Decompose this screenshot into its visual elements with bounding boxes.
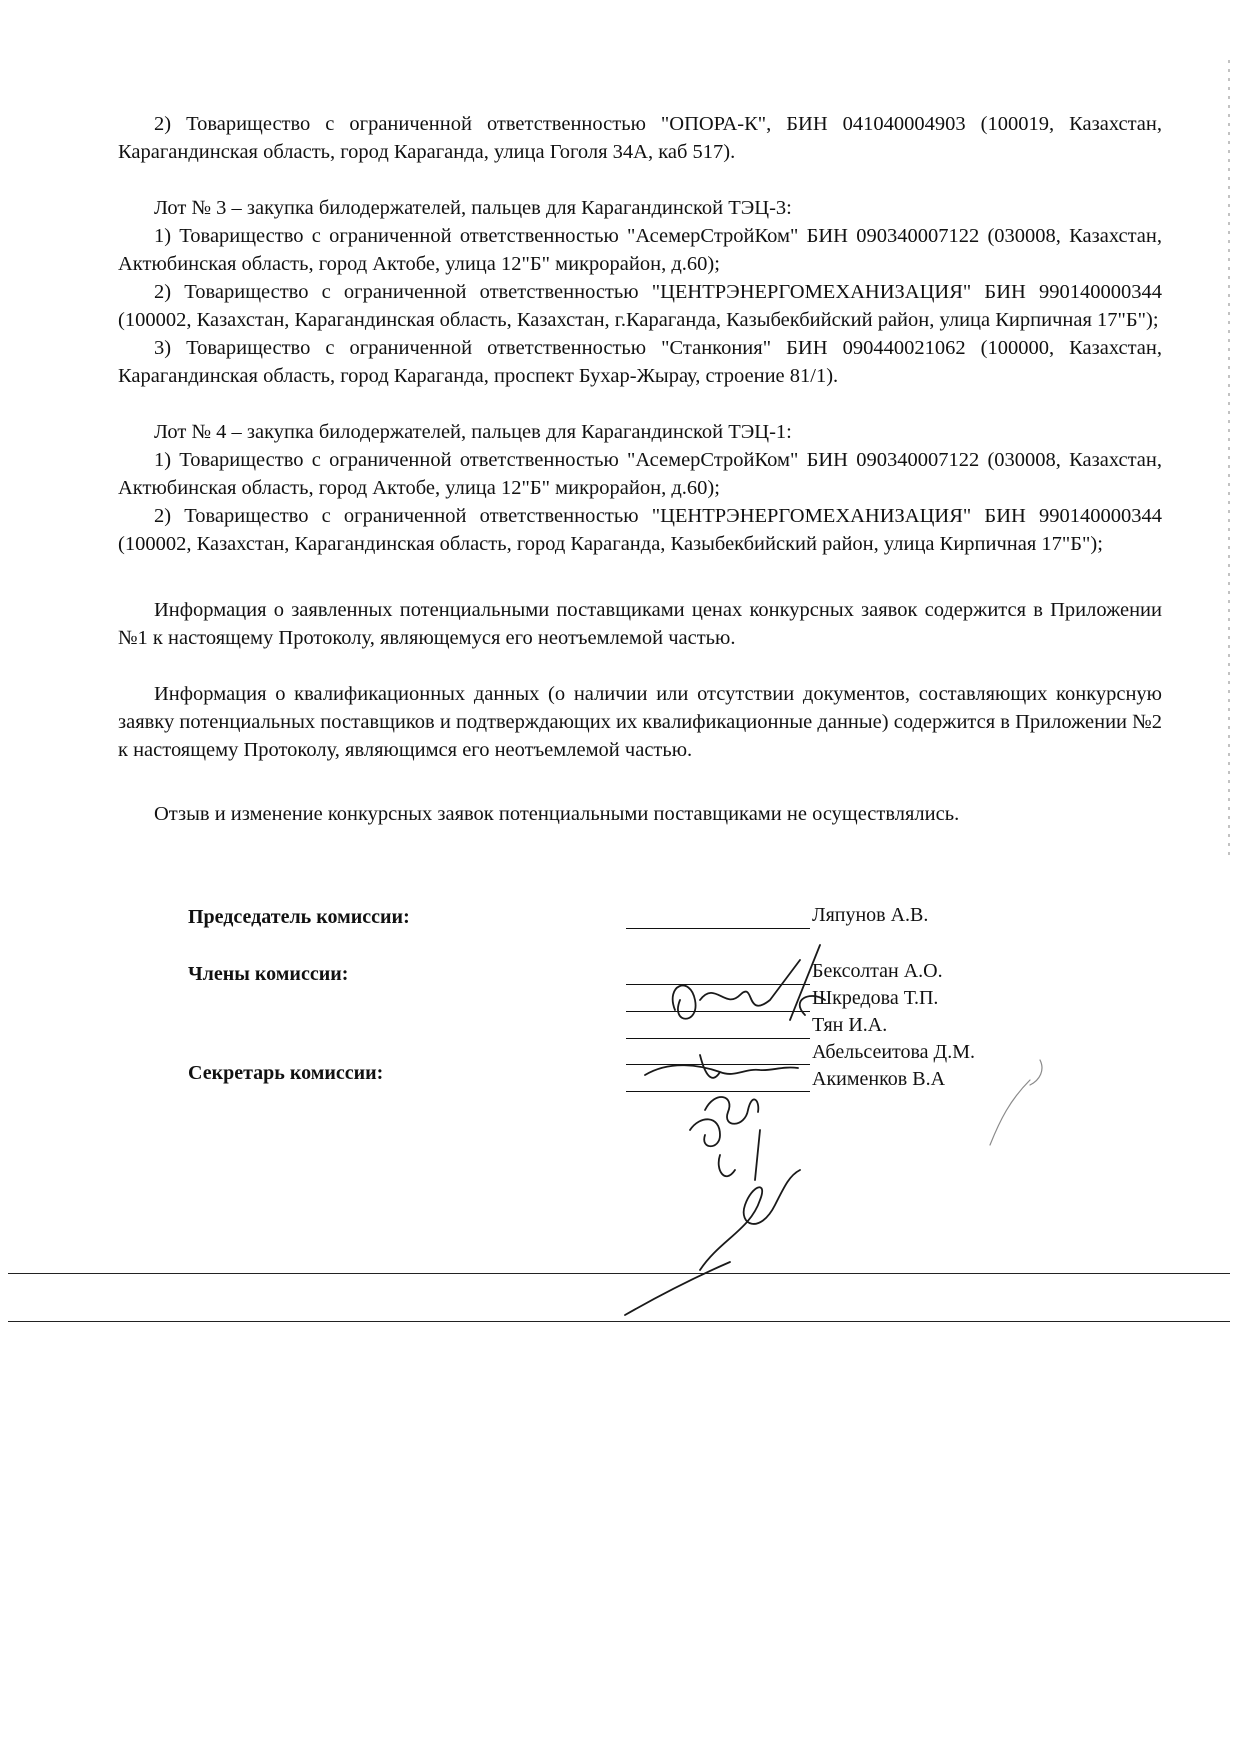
lot3-section xyxy=(118,194,1162,390)
member-name-4: Абельсеитова Д.М. xyxy=(812,1041,975,1063)
lot3-heading: Лот № 3 – закупка билодержателей, пальцев для Карагандинской ТЭЦ-3: xyxy=(154,197,792,219)
faint-mark-icon xyxy=(990,1060,1042,1145)
lot4-item-1: 1) Товарищество с ограниченной ответственностью "АсемерСтройКом" БИН 090340007122 (030008, Казахстан, Актюбинская область, город Актобе, улица 12"Б" микрорайон, д.60); xyxy=(118,449,1162,499)
withdrawal-note: Отзыв и изменение конкурсных заявок потенциальными поставщиками не осуществлялись. xyxy=(154,803,960,825)
scan-edge-artifact xyxy=(1228,60,1230,860)
member-name-3: Тян И.А. xyxy=(812,1014,888,1036)
member-2-signature-line xyxy=(626,1011,810,1012)
lot4-heading: Лот № 4 – закупка билодержателей, пальцев для Карагандинской ТЭЦ-1: xyxy=(154,421,792,443)
member-2-signature-icon xyxy=(705,1097,758,1124)
withdrawal-block xyxy=(118,800,1162,828)
lot2-continuation xyxy=(118,110,1162,166)
lot3-item-2: 2) Товарищество с ограниченной ответственностью "ЦЕНТРЭНЕРГОМЕХАНИЗАЦИЯ" БИН 990140000344 (100002, Казахстан, Карагандинская область, Казахстан, г.Караганда, Казыбекбийский район, улица Кирпичная 17"Б"); xyxy=(118,281,1162,331)
member-name-2: Шкредова Т.П. xyxy=(812,987,939,1009)
chairman-name: Ляпунов А.В. xyxy=(812,904,929,926)
member-name-1: Бексолтан А.О. xyxy=(812,960,943,982)
lot3-item-1: 1) Товарищество с ограниченной ответственностью "АсемерСтройКом" БИН 090340007122 (030008, Казахстан, Актюбинская область, город Актобе, улица 12"Б" микрорайон, д.60); xyxy=(118,225,1162,275)
secretary-signature-line xyxy=(626,1091,810,1092)
lot3-item-3: 3) Товарищество с ограниченной ответственностью "Станкония" БИН 090440021062 (100000, Казахстан, Карагандинская область, город Караганда, проспект Бухар-Жырау, строение 81/1). xyxy=(118,337,1162,387)
info-prices-block xyxy=(118,596,1162,652)
member-4-signature-line xyxy=(626,1064,810,1065)
info-prices: Информация о заявленных потенциальными поставщиками ценах конкурсных заявок содержится в Приложении №1 к настоящему Протоколу, являющемуся его неотъемлемой частью. xyxy=(118,599,1162,649)
member-3-signature-line xyxy=(626,1038,810,1039)
horizontal-rule-bottom xyxy=(8,1321,1230,1322)
member-1-signature-icon xyxy=(645,1055,798,1078)
secretary-signature-icon xyxy=(625,1170,800,1315)
horizontal-rule-top xyxy=(8,1273,1230,1274)
chairman-label: Председатель комиссии: xyxy=(188,906,410,928)
lot4-section xyxy=(118,418,1162,558)
chairman-signature-line xyxy=(626,928,810,929)
member-4-signature-icon xyxy=(719,1130,760,1180)
lot2-item-2: 2) Товарищество с ограниченной ответственностью "ОПОРА-К", БИН 041040004903 (100019, Казахстан, Карагандинская область, город Караганда, улица Гоголя 34А, каб 517). xyxy=(118,113,1162,163)
members-label: Члены комиссии: xyxy=(188,963,349,985)
lot4-item-2: 2) Товарищество с ограниченной ответственностью "ЦЕНТРЭНЕРГОМЕХАНИЗАЦИЯ" БИН 990140000344 (100002, Казахстан, Карагандинская область, город Караганда, Казыбекбийский район, улица Кирпичная 17"Б"); xyxy=(118,505,1162,555)
info-qualification-block xyxy=(118,680,1162,764)
secretary-name: Акименков В.А xyxy=(812,1068,946,1090)
secretary-label: Секретарь комиссии: xyxy=(188,1062,384,1084)
info-qualification: Информация о квалификационных данных (о наличии или отсутствии документов, составляющих конкурсную заявку потенциальных поставщиков и подтверждающих их квалификационные данные) содержится в Приложении №2 к настоящему Протоколу, являющимся его неотъемлемой частью. xyxy=(118,683,1162,761)
member-3-signature-icon xyxy=(690,1119,720,1146)
chairman-signature-icon xyxy=(673,945,825,1020)
member-1-signature-line xyxy=(626,984,810,985)
